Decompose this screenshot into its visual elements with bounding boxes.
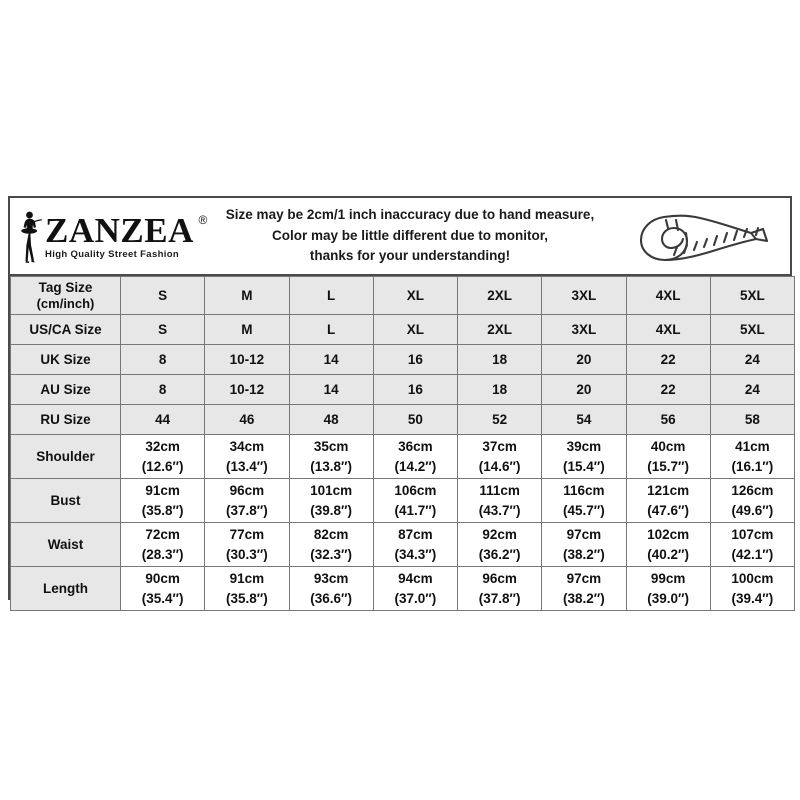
- cell-uk-size-xl: 16: [373, 345, 457, 375]
- cell-value-cm: 111cm: [479, 483, 520, 499]
- cell-value-inch: (36.2″): [478, 546, 521, 562]
- cell-value-inch: (14.6″): [478, 458, 521, 474]
- cell-value-cm: 106cm: [394, 483, 437, 499]
- cell-uk-size-m: 10-12: [205, 345, 289, 375]
- cell-value-cm: 72cm: [145, 527, 180, 543]
- cell-value-cm: 34cm: [229, 439, 265, 455]
- cell-uk-size-2xl: 18: [458, 345, 542, 375]
- cell-tag-size-xl: XL: [373, 277, 457, 315]
- cell-value-inch: (37.8″): [226, 502, 268, 518]
- cell-value-cm: 36cm: [398, 439, 433, 455]
- cell-shoulder-s: [121, 435, 205, 479]
- notice-line-2: Color may be little different due to monitor,: [271, 227, 549, 243]
- notice-line-1: Size may be 2cm/1 inch inaccuracy due to hand measure,: [225, 207, 595, 223]
- cell-value-cm: 126cm: [731, 483, 774, 499]
- cell-value-inch: (35.8″): [226, 590, 268, 606]
- cell-value-inch: (38.2″): [563, 590, 605, 606]
- cell-length-s: [121, 567, 205, 611]
- cell-value-inch: (30.3″): [226, 546, 268, 562]
- cell-value-cm: 116cm: [563, 483, 605, 499]
- cell-value-inch: (38.2″): [563, 546, 605, 562]
- cell-au-size-l: 14: [289, 375, 373, 405]
- table-row-length: [11, 567, 795, 611]
- cell-value-cm: 91cm: [229, 571, 265, 587]
- cell-us-ca-size-xl: XL: [373, 315, 457, 345]
- cell-value-cm: 96cm: [482, 571, 517, 587]
- table-row-au-size: [11, 375, 795, 405]
- cell-us-ca-size-m: M: [205, 315, 289, 345]
- cell-waist-4xl: [626, 523, 710, 567]
- cell-value-inch: (28.3″): [141, 546, 184, 562]
- cell-bust-l: [289, 479, 373, 523]
- table-row-ru-size: [11, 405, 795, 435]
- brand-tagline: High Quality Street Fashion: [45, 248, 180, 260]
- cell-value-cm: 97cm: [566, 527, 602, 543]
- cell-length-3xl: [542, 567, 626, 611]
- cell-value-inch: (13.4″): [226, 458, 268, 474]
- cell-bust-m: [205, 479, 289, 523]
- cell-value-cm: 97cm: [566, 571, 602, 587]
- cell-shoulder-l: [289, 435, 373, 479]
- cell-length-4xl: [626, 567, 710, 611]
- cell-tag-size-5xl: 5XL: [710, 277, 794, 315]
- cell-uk-size-l: 14: [289, 345, 373, 375]
- cell-tag-size-l: L: [289, 277, 373, 315]
- cell-value-inch: (36.6″): [310, 590, 352, 606]
- chart-header: [10, 198, 790, 276]
- cell-au-size-4xl: 22: [626, 375, 710, 405]
- cell-shoulder-3xl: [542, 435, 626, 479]
- cell-value-cm: 91cm: [145, 483, 180, 499]
- cell-value-cm: 82cm: [313, 527, 349, 543]
- cell-value-inch: (49.6″): [731, 502, 774, 518]
- cell-bust-2xl: [458, 479, 542, 523]
- cell-value-inch: (41.7″): [394, 502, 437, 518]
- cell-waist-m: [205, 523, 289, 567]
- cell-value-cm: 94cm: [398, 571, 433, 587]
- cell-value-cm: 37cm: [482, 439, 517, 455]
- row-label-line-2: (cm/inch): [36, 295, 95, 311]
- row-label-us-ca-size: US/CA Size: [11, 315, 121, 345]
- cell-shoulder-m: [205, 435, 289, 479]
- cell-value-cm: 93cm: [313, 571, 349, 587]
- cell-value-cm: 101cm: [310, 483, 353, 499]
- cell-ru-size-xl: 50: [373, 405, 457, 435]
- row-label-bust: Bust: [11, 479, 121, 523]
- cell-bust-5xl: [710, 479, 794, 523]
- woman-silhouette-icon: [16, 208, 46, 264]
- row-label-waist: Waist: [11, 523, 121, 567]
- cell-value-inch: (40.2″): [647, 546, 689, 562]
- cell-uk-size-4xl: 22: [626, 345, 710, 375]
- cell-bust-4xl: [626, 479, 710, 523]
- table-row-shoulder: [11, 435, 795, 479]
- brand-wordmark: [45, 210, 208, 260]
- table-row-tag-size: [11, 277, 795, 315]
- cell-value-cm: 107cm: [731, 527, 774, 543]
- cell-ru-size-3xl: 54: [542, 405, 626, 435]
- cell-value-inch: (37.8″): [478, 590, 521, 606]
- cell-value-inch: (39.0″): [647, 590, 689, 606]
- registered-trademark-icon: ®: [198, 212, 208, 227]
- cell-value-cm: 40cm: [650, 439, 686, 455]
- cell-au-size-2xl: 18: [458, 375, 542, 405]
- cell-value-cm: 32cm: [145, 439, 180, 455]
- cell-value-cm: 90cm: [145, 571, 180, 587]
- cell-value-inch: (15.4″): [563, 458, 605, 474]
- cell-us-ca-size-l: L: [289, 315, 373, 345]
- cell-value-cm: 102cm: [647, 527, 690, 543]
- cell-value-inch: (37.0″): [394, 590, 437, 606]
- cell-length-l: [289, 567, 373, 611]
- cell-value-cm: 77cm: [229, 527, 265, 543]
- cell-value-cm: 39cm: [566, 439, 602, 455]
- cell-us-ca-size-5xl: 5XL: [710, 315, 794, 345]
- row-label-shoulder: Shoulder: [11, 435, 121, 479]
- cell-waist-5xl: [710, 523, 794, 567]
- cell-ru-size-4xl: 56: [626, 405, 710, 435]
- row-label-uk-size: UK Size: [11, 345, 121, 375]
- cell-length-m: [205, 567, 289, 611]
- cell-au-size-s: 8: [121, 375, 205, 405]
- cell-tag-size-3xl: 3XL: [542, 277, 626, 315]
- cell-bust-xl: [373, 479, 457, 523]
- cell-length-2xl: [458, 567, 542, 611]
- cell-value-inch: (39.8″): [310, 502, 352, 518]
- cell-ru-size-5xl: 58: [710, 405, 794, 435]
- row-label-line-1: Tag Size: [38, 279, 93, 295]
- cell-uk-size-3xl: 20: [542, 345, 626, 375]
- row-label-au-size: AU Size: [11, 375, 121, 405]
- cell-length-5xl: [710, 567, 794, 611]
- cell-value-inch: (32.3″): [310, 546, 352, 562]
- cell-ru-size-l: 48: [289, 405, 373, 435]
- cell-value-inch: (47.6″): [647, 502, 689, 518]
- cell-ru-size-2xl: 52: [458, 405, 542, 435]
- row-label-ru-size: RU Size: [11, 405, 121, 435]
- cell-us-ca-size-3xl: 3XL: [542, 315, 626, 345]
- size-chart-card: [8, 196, 792, 606]
- cell-value-cm: 87cm: [398, 527, 433, 543]
- cell-value-inch: (12.6″): [141, 458, 184, 474]
- cell-us-ca-size-s: S: [121, 315, 205, 345]
- cell-waist-s: [121, 523, 205, 567]
- cell-us-ca-size-4xl: 4XL: [626, 315, 710, 345]
- cell-length-xl: [373, 567, 457, 611]
- table-row-bust: [11, 479, 795, 523]
- cell-bust-s: [121, 479, 205, 523]
- cell-value-inch: (42.1″): [731, 546, 774, 562]
- row-label-length: Length: [11, 567, 121, 611]
- cell-tag-size-s: S: [121, 277, 205, 315]
- cell-bust-3xl: [542, 479, 626, 523]
- notice-line-3: thanks for your understanding!: [309, 248, 511, 264]
- cell-value-cm: 92cm: [482, 527, 517, 543]
- cell-value-inch: (16.1″): [731, 458, 774, 474]
- cell-value-inch: (14.2″): [394, 458, 437, 474]
- brand-name-text: ZANZEA: [45, 210, 194, 250]
- cell-value-inch: (43.7″): [478, 502, 521, 518]
- cell-value-inch: (39.4″): [731, 590, 774, 606]
- cell-value-cm: 96cm: [229, 483, 265, 499]
- cell-value-cm: 41cm: [735, 439, 770, 455]
- cell-value-cm: 100cm: [731, 571, 774, 587]
- cell-shoulder-4xl: [626, 435, 710, 479]
- cell-waist-l: [289, 523, 373, 567]
- cell-uk-size-5xl: 24: [710, 345, 794, 375]
- cell-au-size-m: 10-12: [205, 375, 289, 405]
- table-row-uk-size: [11, 345, 795, 375]
- brand-logo: [10, 208, 208, 264]
- cell-value-inch: (35.8″): [141, 502, 184, 518]
- cell-value-inch: (13.8″): [310, 458, 352, 474]
- cell-value-cm: 35cm: [313, 439, 349, 455]
- cell-au-size-3xl: 20: [542, 375, 626, 405]
- cell-waist-2xl: [458, 523, 542, 567]
- cell-ru-size-s: 44: [121, 405, 205, 435]
- cell-au-size-xl: 16: [373, 375, 457, 405]
- cell-waist-3xl: [542, 523, 626, 567]
- cell-value-inch: (15.7″): [647, 458, 689, 474]
- brand-name: [45, 210, 208, 250]
- cell-tag-size-m: M: [205, 277, 289, 315]
- cell-ru-size-m: 46: [205, 405, 289, 435]
- measurement-notice: [200, 205, 620, 267]
- cell-value-inch: (34.3″): [394, 546, 437, 562]
- cell-uk-size-s: 8: [121, 345, 205, 375]
- cell-value-inch: (35.4″): [141, 590, 184, 606]
- cell-shoulder-5xl: [710, 435, 794, 479]
- cell-waist-xl: [373, 523, 457, 567]
- cell-shoulder-2xl: [458, 435, 542, 479]
- cell-us-ca-size-2xl: 2XL: [458, 315, 542, 345]
- size-table: [10, 276, 795, 611]
- row-label-tag-size: [11, 277, 121, 315]
- table-row-waist: [11, 523, 795, 567]
- cell-shoulder-xl: [373, 435, 457, 479]
- table-row-us-ca-size: [11, 315, 795, 345]
- cell-value-cm: 121cm: [647, 483, 690, 499]
- cell-tag-size-2xl: 2XL: [458, 277, 542, 315]
- cell-au-size-5xl: 24: [710, 375, 794, 405]
- measuring-tape-icon: [620, 203, 790, 269]
- cell-value-inch: (45.7″): [563, 502, 605, 518]
- cell-tag-size-4xl: 4XL: [626, 277, 710, 315]
- cell-value-cm: 99cm: [650, 571, 686, 587]
